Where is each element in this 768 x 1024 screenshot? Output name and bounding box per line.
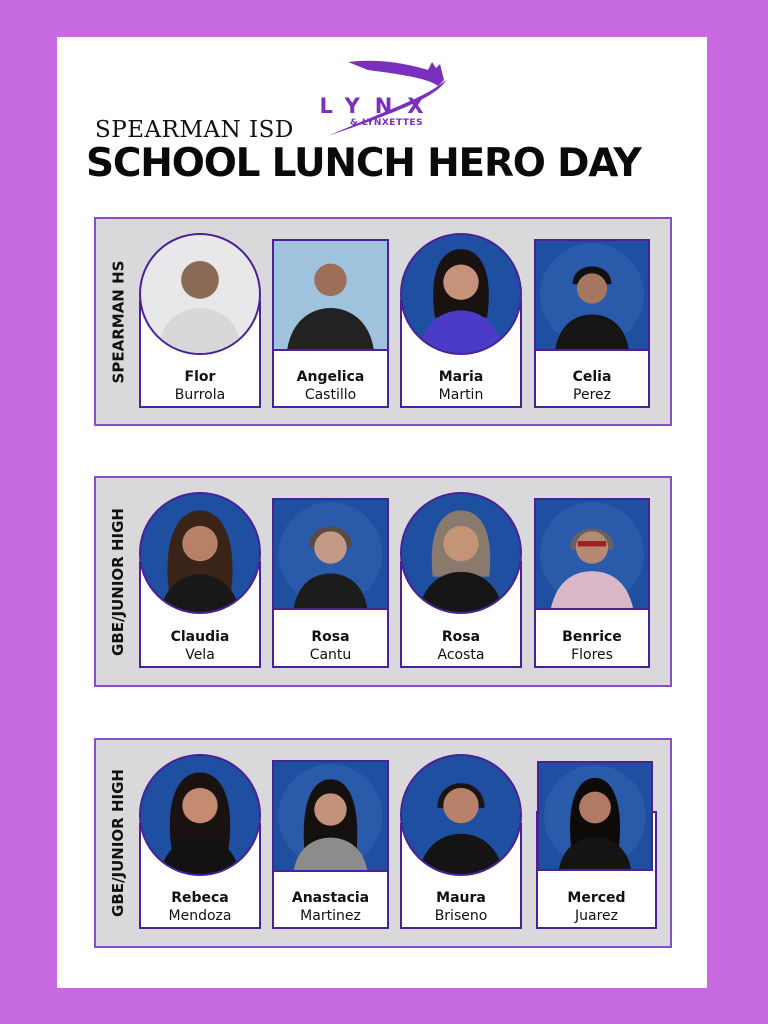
portrait-icon	[402, 756, 520, 874]
staff-last-name: Castillo	[304, 387, 357, 403]
staff-photo	[400, 492, 522, 614]
staff-photo	[272, 760, 389, 872]
portrait-icon	[536, 241, 648, 349]
portrait-icon	[274, 762, 387, 870]
staff-photo	[272, 239, 389, 351]
staff-last-name: Acosta	[437, 647, 485, 663]
portrait-icon	[141, 494, 259, 612]
staff-last-name: Perez	[573, 387, 611, 403]
portrait-icon	[402, 494, 520, 612]
portrait-icon	[536, 500, 648, 608]
staff-last-name: Mendoza	[168, 908, 232, 924]
staff-first-name: Claudia	[170, 629, 230, 645]
staff-last-name: Cantu	[309, 647, 352, 663]
staff-photo	[139, 492, 261, 614]
staff-first-name: Maria	[438, 369, 484, 385]
logo-subtext: & LYNXETTES	[350, 118, 424, 128]
staff-photo	[139, 754, 261, 876]
portrait-icon	[539, 763, 651, 869]
page-title: SCHOOL LUNCH HERO DAY	[86, 141, 641, 186]
staff-first-name: Rosa	[311, 629, 350, 645]
staff-first-name: Maura	[436, 890, 486, 906]
staff-photo	[400, 754, 522, 876]
staff-last-name: Burrola	[174, 387, 226, 403]
staff-first-name: Anastacia	[291, 890, 370, 906]
staff-last-name: Martinez	[300, 908, 361, 924]
staff-first-name: Angelica	[296, 369, 365, 385]
section-label: GBE/JUNIOR HIGH	[109, 769, 128, 917]
staff-first-name: Flor	[184, 369, 216, 385]
staff-photo	[139, 233, 261, 355]
section-label: SPEARMAN HS	[109, 260, 127, 383]
portrait-icon	[141, 756, 259, 874]
staff-last-name: Vela	[185, 647, 215, 663]
staff-last-name: Flores	[571, 647, 613, 663]
staff-photo	[272, 498, 389, 610]
staff-last-name: Briseno	[434, 908, 488, 924]
staff-photo	[400, 233, 522, 355]
logo-wordmark: LYNX	[319, 94, 439, 118]
staff-last-name: Juarez	[575, 908, 618, 924]
staff-first-name: Celia	[572, 369, 612, 385]
district-name: SPEARMAN ISD	[95, 117, 294, 143]
staff-photo	[537, 761, 653, 871]
staff-photo	[534, 239, 650, 351]
staff-last-name: Martin	[438, 387, 484, 403]
portrait-icon	[274, 241, 387, 349]
staff-photo	[534, 498, 650, 610]
lynx-logo	[298, 56, 454, 138]
portrait-icon	[402, 235, 520, 353]
staff-first-name: Rosa	[441, 629, 481, 645]
staff-first-name: Rebeca	[171, 890, 229, 906]
portrait-icon	[141, 235, 259, 353]
staff-first-name: Benrice	[562, 629, 622, 645]
staff-first-name: Merced	[567, 890, 626, 906]
portrait-icon	[274, 500, 387, 608]
section-label: GBE/JUNIOR HIGH	[109, 507, 128, 656]
